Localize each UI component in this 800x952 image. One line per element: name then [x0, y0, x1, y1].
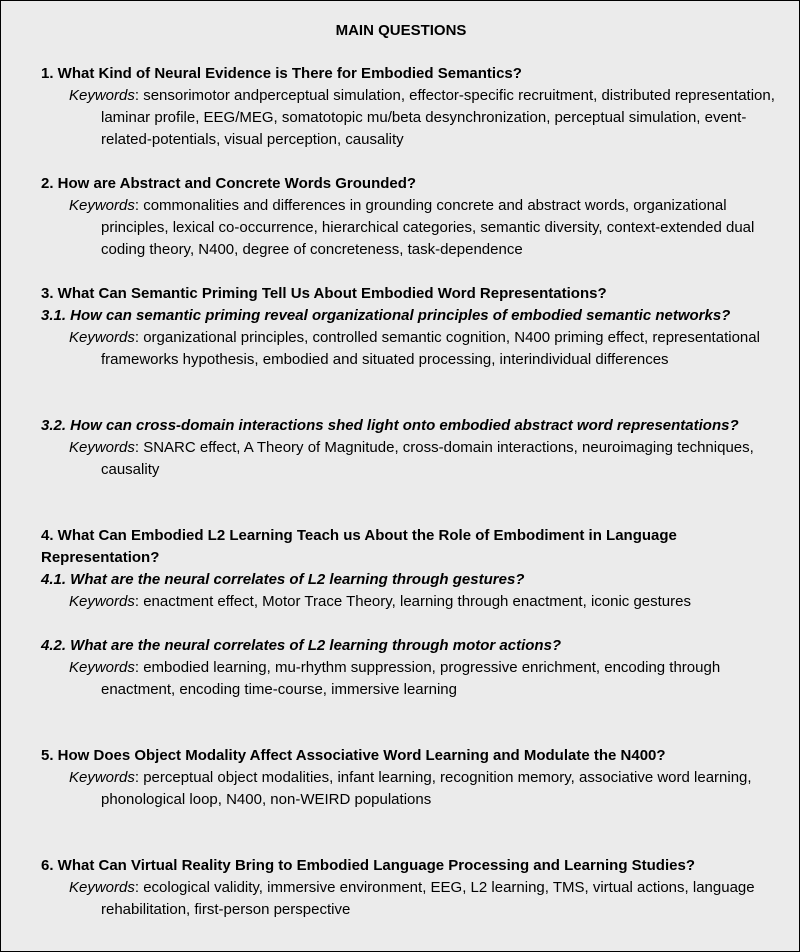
question-3-2-title: 3.2. How can cross-domain interactions shed light onto embodied abstract word representations?: [41, 417, 739, 434]
question-3-1-title: 3.1. How can semantic priming reveal organizational principles of embodied semantic networks?: [41, 307, 731, 324]
questions-list: [41, 63, 786, 921]
keywords-label: Keywords: [69, 593, 135, 610]
question-6-keywords: [41, 877, 786, 921]
page-title: MAIN QUESTIONS: [335, 22, 467, 39]
keywords-text: : sensorimotor andperceptual simulation, effector-specific recruitment, distributed representation, laminar profile, EEG/MEG, somatotopic mu/beta desynchronization, perceptual simulation, event-related-potentials, visual perception, causality: [101, 87, 775, 148]
question-3-2-keywords: [41, 437, 786, 481]
question-4-title: 4. What Can Embodied L2 Learning Teach us About the Role of Embodiment in Language Representation?: [41, 527, 677, 566]
spacer: [41, 701, 786, 745]
keywords-label: Keywords: [69, 439, 135, 456]
keywords-label: Keywords: [69, 329, 135, 346]
spacer: [41, 371, 786, 415]
keywords-text: : embodied learning, mu-rhythm suppression, progressive enrichment, encoding through enactment, encoding time-course, immersive learning: [101, 659, 721, 698]
question-2-keywords: [41, 195, 786, 261]
keywords-label: Keywords: [69, 659, 135, 676]
question-5-title: 5. How Does Object Modality Affect Associative Word Learning and Modulate the N400?: [41, 747, 666, 764]
spacer: [41, 261, 786, 283]
keywords-text: : enactment effect, Motor Trace Theory, learning through enactment, iconic gestures: [134, 593, 691, 610]
spacer: [41, 481, 786, 525]
spacer: [41, 613, 786, 635]
question-5-keywords: [41, 767, 786, 811]
question-3-title: 3. What Can Semantic Priming Tell Us About Embodied Word Representations?: [41, 285, 607, 302]
question-4-1-title: 4.1. What are the neural correlates of L2 learning through gestures?: [41, 571, 525, 588]
keywords-text: : ecological validity, immersive environment, EEG, L2 learning, TMS, virtual actions, language rehabilitation, first-person perspective: [101, 879, 755, 918]
question-1-title: 1. What Kind of Neural Evidence is There for Embodied Semantics?: [41, 65, 522, 82]
question-2-title: 2. How are Abstract and Concrete Words Grounded?: [41, 175, 417, 192]
keywords-text: : commonalities and differences in grounding concrete and abstract words, organizational principles, lexical co-occurrence, hierarchical categories, semantic diversity, context-extended dual coding theory, N400, degree of concreteness, task-dependence: [101, 197, 755, 258]
question-3-1-keywords: [41, 327, 786, 371]
question-4-1-keywords: [41, 591, 786, 613]
question-4-2-title: 4.2. What are the neural correlates of L2 learning through motor actions?: [41, 637, 562, 654]
spacer: [41, 151, 786, 173]
keywords-label: Keywords: [69, 879, 135, 896]
keywords-text: : perceptual object modalities, infant learning, recognition memory, associative word learning, phonological loop, N400, non-WEIRD populations: [101, 769, 752, 808]
keywords-text: : organizational principles, controlled semantic cognition, N400 priming effect, representational frameworks hypothesis, embodied and situated processing, interindividual differences: [101, 329, 760, 368]
keywords-label: Keywords: [69, 197, 135, 214]
keywords-label: Keywords: [69, 87, 135, 104]
spacer: [41, 811, 786, 855]
question-4-2-keywords: [41, 657, 786, 701]
question-6-title: 6. What Can Virtual Reality Bring to Embodied Language Processing and Learning Studies?: [41, 857, 695, 874]
keywords-label: Keywords: [69, 769, 135, 786]
question-1-keywords: [41, 85, 786, 151]
keywords-text: : SNARC effect, A Theory of Magnitude, cross-domain interactions, neuroimaging techniques, causality: [101, 439, 754, 478]
